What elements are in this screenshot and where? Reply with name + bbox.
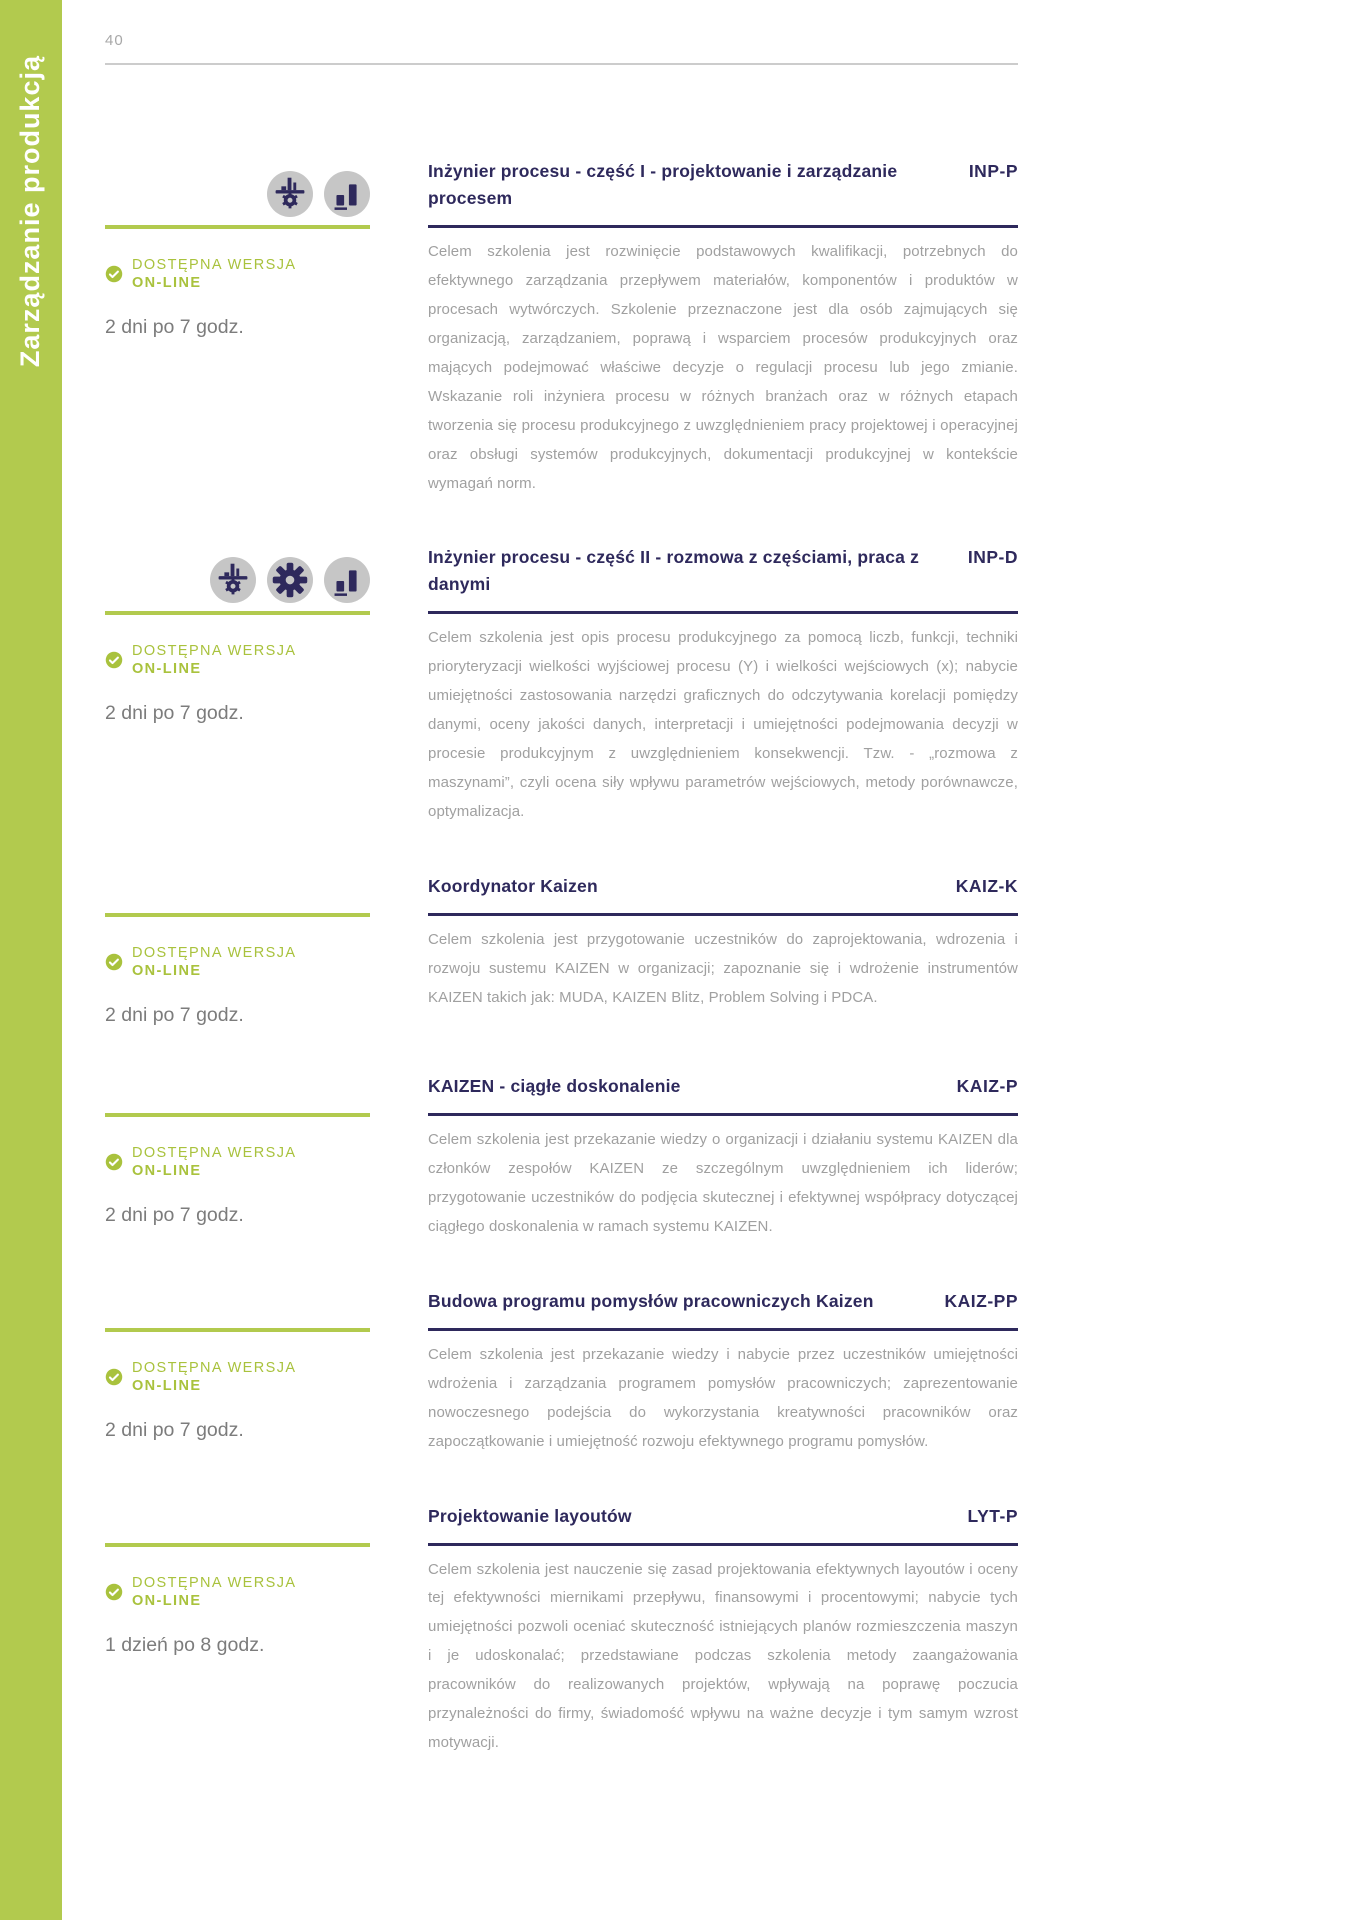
course-duration: 2 dni po 7 godz. — [105, 702, 244, 725]
check-circle-icon — [105, 265, 123, 283]
availability-online-label: ON-LINE — [132, 275, 202, 291]
availability-label: DOSTĘPNA WERSJA — [132, 643, 297, 660]
course-duration: 2 dni po 7 godz. — [105, 316, 244, 338]
course-description: Celem szkolenia jest nauczenie się zasad projektowania efektywnych layoutów i oceny tej efektywności miernikami przepływu, finansowymi i procentowymi; nabycie tych umiejętności pozwoli oceniać skuteczność istniejących planów rozmieszczenia maszyn i je udoskonalać; przedstawiane podczas szkolenia metody zaangażowania pracowników do realizowanych projektów, wpływają na poprawę poczucia przynależności do firmy, świadomość wpływu na ważne decyzje i tym samym wzrost motywacji. — [428, 1560, 1018, 1752]
page-number: 40 — [105, 32, 124, 49]
machine-icon — [267, 171, 313, 217]
availability-label: DOSTĘPNA WERSJA — [132, 945, 297, 961]
online-availability — [105, 642, 370, 678]
course-icons — [105, 1535, 370, 1543]
online-availability — [105, 256, 370, 292]
course-meta — [105, 1117, 370, 1242]
navy-divider — [428, 1113, 1018, 1116]
online-availability — [105, 1574, 370, 1610]
course-title-row — [428, 1503, 1018, 1543]
check-circle-icon — [105, 651, 123, 669]
course-title-row — [428, 1073, 1018, 1113]
availability-online-label: ON-LINE — [132, 1592, 202, 1609]
availability-online-label: ON-LINE — [132, 963, 202, 979]
course-meta — [105, 615, 370, 827]
course-description-wrap — [428, 229, 1018, 498]
check-circle-icon — [105, 953, 123, 971]
navy-divider — [428, 611, 1018, 614]
course-list — [105, 66, 1018, 1804]
course-duration: 2 dni po 7 godz. — [105, 1418, 244, 1441]
category-label: Zarządzanie produkcją — [15, 55, 45, 368]
online-availability — [105, 1144, 370, 1180]
course-entry — [105, 1073, 1018, 1242]
course-description: Celem szkolenia jest przygotowanie uczestników do zaprojektowania, wdrozenia i rozwoju sustemu KAIZEN w organizacji; zapoznanie się i wdrożenie instrumentów KAIZEN takich jak: MUDA, KAIZEN Blitz, Problem Solving i PDCA. — [428, 931, 1018, 1006]
navy-divider — [428, 913, 1018, 916]
navy-divider — [428, 1328, 1018, 1331]
course-icons — [105, 905, 370, 913]
course-description: Celem szkolenia jest przekazanie wiedzy o organizacji i działaniu systemu KAIZEN dla członków zespołów KAIZEN ze szczególnym uwzględnieniem ich liderów; przygotowanie uczestników do podjęcia skutecznej i efektywnej współpracy dotyczącej ciągłego doskonalenia w ramach systemu KAIZEN. — [428, 1131, 1018, 1235]
course-entry — [105, 544, 1018, 827]
course-entry — [105, 1503, 1018, 1759]
course-description-wrap — [428, 615, 1018, 827]
course-duration: 2 dni po 7 godz. — [105, 1204, 244, 1226]
course-title: KAIZEN - ciągłe doskonalenie — [428, 1076, 681, 1096]
course-title: Koordynator Kaizen — [428, 876, 598, 896]
availability-label: DOSTĘPNA WERSJA — [132, 1359, 297, 1376]
course-meta — [105, 917, 370, 1027]
course-code: INP-P — [968, 161, 1018, 181]
availability-online-label: ON-LINE — [132, 1377, 202, 1394]
availability-label: DOSTĘPNA WERSJA — [132, 1574, 297, 1591]
course-description-wrap — [428, 917, 1018, 1027]
online-availability — [105, 944, 370, 980]
course-title: Inżynier procesu - część I - projektowanie i zarządzanie procesem — [428, 161, 898, 208]
course-description: Celem szkolenia jest rozwinięcie podstawowych kwalifikacji, potrzebnych do efektywnego zarządzania przepływem materiałów, komponentów i produktów w procesach wytwórczych. Szkolenie przeznaczone jest dla osób zajmujących się organizacją, zarządzaniem, poprawą i wsparciem procesów produkcyjnych oraz mających podejmować właściwe decyzje o regulacji procesu lub jego zmianie. Wskazanie roli inżyniera procesu w różnych branżach oraz w różnych etapach tworzenia się procesu produkcyjnego z uwzględnieniem pracy projektowej i operacyjnej oraz obsługi systemów produkcyjnych, dokumentacji produkcyjnej w kontekście wymagań norm. — [428, 243, 1018, 492]
course-code: KAIZ-P — [956, 1076, 1018, 1096]
navy-divider — [428, 225, 1018, 228]
availability-label: DOSTĘPNA WERSJA — [132, 257, 297, 273]
course-entry — [105, 1288, 1018, 1457]
course-duration: 1 dzień po 8 godz. — [105, 1633, 265, 1656]
availability-label: DOSTĘPNA WERSJA — [132, 1145, 297, 1161]
machine-icon — [210, 557, 256, 603]
course-description: Celem szkolenia jest opis procesu produkcyjnego za pomocą liczb, funkcji, techniki prioryteryzacji wielkości wyjściowej procesu (Y) i wielkości wejściowych (x); nabycie umiejętności zastosowania narzędzi graficznych do odczytywania korelacji pomiędzy danymi, oceny jakości danych, interpretacji i umiejętności podejmowania decyzji w procesie produkcyjnym z uwzględnieniem konsekwencji. Tzw. - „rozmowa z maszynami”, czyli ocena siły wpływu parametrów wejściowych, metody porównawcze, optymalizacja. — [428, 629, 1018, 821]
course-description-wrap — [428, 1117, 1018, 1242]
course-code: KAIZ-K — [955, 876, 1018, 896]
course-code: KAIZ-PP — [944, 1290, 1018, 1311]
course-meta — [105, 1332, 370, 1457]
course-icons — [105, 1105, 370, 1113]
course-icons — [105, 171, 370, 225]
check-circle-icon — [105, 1368, 123, 1386]
navy-divider — [428, 1543, 1018, 1546]
course-description-wrap — [428, 1332, 1018, 1457]
course-entry — [105, 873, 1018, 1027]
availability-online-label: ON-LINE — [132, 661, 202, 678]
course-title-row — [428, 1288, 1018, 1328]
course-title-row — [428, 544, 1018, 611]
course-icons — [105, 1320, 370, 1328]
header-divider — [105, 63, 1018, 65]
course-duration: 2 dni po 7 godz. — [105, 1004, 244, 1026]
course-description: Celem szkolenia jest przekazanie wiedzy i nabycie przez uczestników umiejętności wdrożenia i zarządzania programem pomysłów pracowniczych; zaprezentowanie nowoczesnego podejścia do wykorzystania kreatywności pracowników oraz zapoczątkowanie i umiejętność rozwoju efektywnego programu pomysłów. — [428, 1345, 1018, 1450]
check-circle-icon — [105, 1583, 123, 1601]
course-entry — [105, 158, 1018, 498]
course-meta — [105, 229, 370, 498]
check-circle-icon — [105, 1153, 123, 1171]
gear-icon — [267, 557, 313, 603]
availability-online-label: ON-LINE — [132, 1163, 202, 1179]
course-description-wrap — [428, 1547, 1018, 1759]
course-title: Budowa programu pomysłów pracowniczych Kaizen — [428, 1290, 874, 1311]
course-code: LYT-P — [967, 1505, 1018, 1526]
bar-chart-icon — [324, 171, 370, 217]
course-title-row — [428, 873, 1018, 913]
course-title: Projektowanie layoutów — [428, 1505, 632, 1526]
course-meta — [105, 1547, 370, 1759]
course-code: INP-D — [967, 547, 1018, 568]
category-sidebar — [0, 0, 62, 1920]
online-availability — [105, 1359, 370, 1395]
bar-chart-icon — [324, 557, 370, 603]
course-title-row — [428, 158, 1018, 225]
course-title: Inżynier procesu - część II - rozmowa z częściami, praca z danymi — [428, 547, 920, 595]
course-icons — [105, 557, 370, 611]
